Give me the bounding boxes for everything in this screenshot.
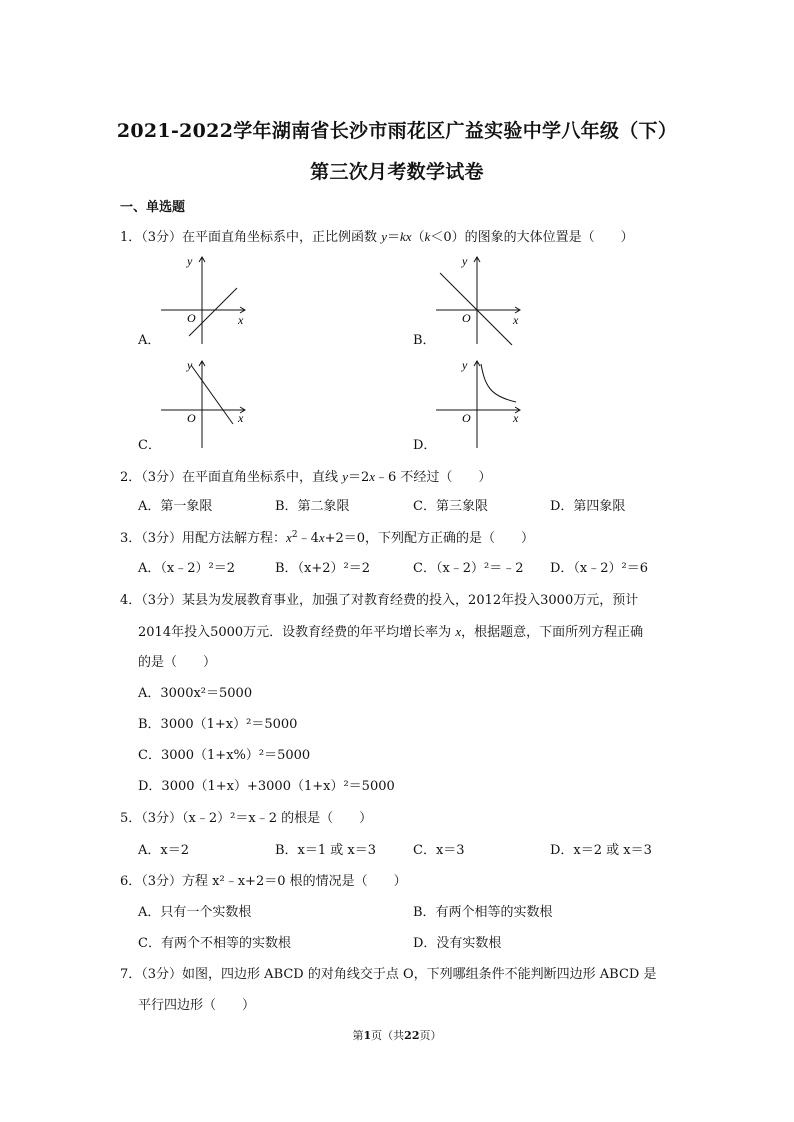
question-2-option-d[interactable]: D．第四象限 — [550, 499, 626, 514]
question-6-option-c[interactable]: C．有两个不相等的实数根 — [138, 936, 291, 951]
question-6-stem: 6．（3分）方程 x²﹣x+2＝0 根的情况是（ ） — [120, 874, 407, 889]
question-3-option-d[interactable]: D．（x﹣2）²＝6 — [550, 561, 649, 576]
question-6-option-a[interactable]: A．只有一个实数根 — [138, 905, 252, 920]
question-4-option-c[interactable]: C．3000（1+x%）²＝5000 — [138, 748, 311, 763]
graph-option-b — [430, 252, 530, 352]
footer-total-pages: 22 — [404, 1029, 420, 1042]
question-1-option-a[interactable]: A． — [138, 333, 161, 348]
graph-b-origin-label: O — [462, 311, 471, 325]
graph-option-c — [155, 356, 255, 456]
question-2-option-b[interactable]: B．第二象限 — [275, 499, 350, 514]
question-2-stem: 2．（3分）在平面直角坐标系中，直线 y＝2x﹣6 不经过（ ） — [120, 469, 492, 485]
graph-a-origin-label: O — [187, 311, 196, 325]
question-6-option-d[interactable]: D．没有实数根 — [413, 936, 502, 951]
question-3-option-b[interactable]: B．（x+2）²＝2 — [275, 561, 371, 576]
graph-c-x-label: x — [238, 411, 244, 425]
question-4-stem-line1: 4．（3分）某县为发展教育事业，加强了对教育经费的投入，2012年投入3000万元，预计 — [120, 593, 639, 608]
question-4-option-d[interactable]: D．3000（1+x）+3000（1+x）²＝5000 — [138, 779, 395, 794]
question-4-option-a[interactable]: A．3000x²＝5000 — [138, 686, 253, 701]
question-3-option-c[interactable]: C．（x﹣2）²＝﹣2 — [413, 561, 524, 576]
graph-a-y-label: y — [187, 254, 193, 268]
graph-b-x-label: x — [513, 313, 519, 327]
question-7-stem-line1: 7．（3分）如图，四边形 ABCD 的对角线交于点 O，下列哪组条件不能判断四边形 ABCD 是 — [120, 967, 657, 982]
footer-page-number: 1 — [363, 1029, 372, 1042]
question-5-stem: 5．（3分）（x﹣2）²＝x﹣2 的根是（ ） — [120, 811, 373, 826]
question-3-stem: 3．（3分）用配方法解方程：$x^2﹣4x+2=0$，下列配方正确的是（ ） — [120, 530, 535, 546]
graph-option-a — [155, 252, 255, 352]
graph-d-x-label: x — [513, 411, 519, 425]
section-heading: 一、单选题 — [120, 200, 186, 215]
question-5-option-d[interactable]: D．x＝2 或 x＝3 — [550, 843, 652, 858]
paper-title-line1: 2021-2022学年湖南省长沙市雨花区广益实验中学八年级（下） — [116, 120, 678, 142]
question-4-stem-line3: 的是（ ） — [138, 655, 217, 670]
graph-c-origin-label: O — [187, 411, 196, 425]
question-1-option-b[interactable]: B． — [413, 333, 436, 348]
question-5-option-c[interactable]: C．x＝3 — [413, 843, 465, 858]
question-1-option-d[interactable]: D． — [413, 438, 437, 453]
question-2-option-c[interactable]: C．第三象限 — [413, 499, 488, 514]
graph-b-y-label: y — [462, 254, 468, 268]
question-5-option-b[interactable]: B．x＝1 或 x＝3 — [275, 843, 377, 858]
question-5-option-a[interactable]: A．x＝2 — [138, 843, 189, 858]
graph-c-y-label: y — [187, 358, 193, 372]
question-1-stem: 1．（3分）在平面直角坐标系中，正比例函数 y＝kx（k＜0）的图象的大体位置是（ ） — [120, 229, 634, 245]
graph-a-x-label: x — [238, 313, 244, 327]
question-2-option-a[interactable]: A．第一象限 — [138, 499, 213, 514]
graph-d-y-label: y — [462, 358, 468, 372]
paper-title-line2: 第三次月考数学试卷 — [310, 161, 484, 183]
question-4-stem-line2: 2014年投入5000万元．设教育经费的年平均增长率为 x，根据题意，下面所列方程正确 — [138, 624, 644, 640]
page-footer: 第1页（共22页） — [352, 1029, 442, 1042]
question-4-option-b[interactable]: B．3000（1+x）²＝5000 — [138, 717, 298, 732]
graph-d-origin-label: O — [462, 411, 471, 425]
question-7-stem-line2: 平行四边形（ ） — [138, 998, 256, 1013]
question-3-option-a[interactable]: A．（x﹣2）²＝2 — [138, 561, 235, 576]
graph-option-d — [430, 356, 530, 456]
question-6-option-b[interactable]: B．有两个相等的实数根 — [413, 905, 553, 920]
question-1-option-c[interactable]: C． — [138, 438, 161, 453]
